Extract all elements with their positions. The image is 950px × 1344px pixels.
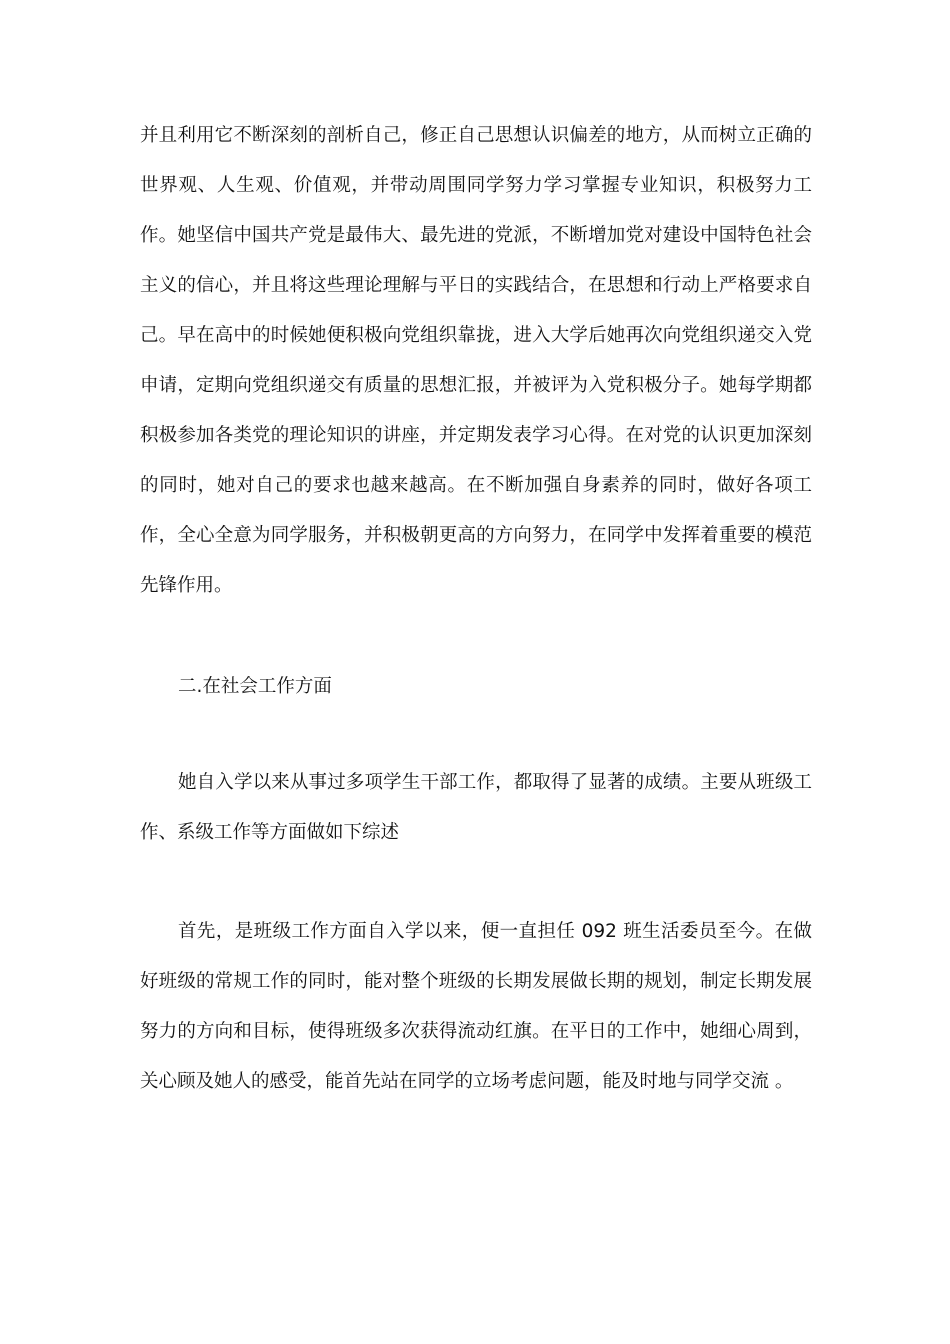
- body-paragraph: 首先，是班级工作方面自入学以来，便一直担任 092 班生活委员至今。在做好班级的常规工作的同时，能对整个班级的长期发展做长期的规划，制定长期发展努力的方向和目标，使得班级多次获得流动红旗。在平日的工作中，她细心周到，关心顾及她人的感受，能首先站在同学的立场考虑问题，能及时地与同学交流 。: [140, 921, 812, 1092]
- body-paragraph: 并且利用它不断深刻的剖析自己，修正自己思想认识偏差的地方，从而树立正确的世界观、人生观、价值观，并带动周围同学努力学习掌握专业知识，积极努力工作。她坚信中国共产党是最伟大、最先进的党派，不断增加党对建设中国特色社会主义的信心，并且将这些理论理解与平日的实践结合，在思想和行动上严格要求自己。早在高中的时候她便积极向党组织靠拢，进入大学后她再次向党组织递交入党申请，定期向党组织递交有质量的思想汇报，并被评为入党积极分子。她每学期都积极参加各类党的理论知识的讲座，并定期发表学习心得。在对党的认识更加深刻的同时，她对自己的要求也越来越高。在不断加强自身素养的同时，做好各项工作，全心全意为同学服务，并积极朝更高的方向努力，在同学中发挥着重要的模范先锋作用。: [140, 125, 812, 596]
- section-heading: 二.在社会工作方面: [178, 676, 332, 697]
- body-paragraph: 她自入学以来从事过多项学生干部工作，都取得了显著的成绩。主要从班级工作、系级工作等方面做如下综述: [140, 772, 812, 843]
